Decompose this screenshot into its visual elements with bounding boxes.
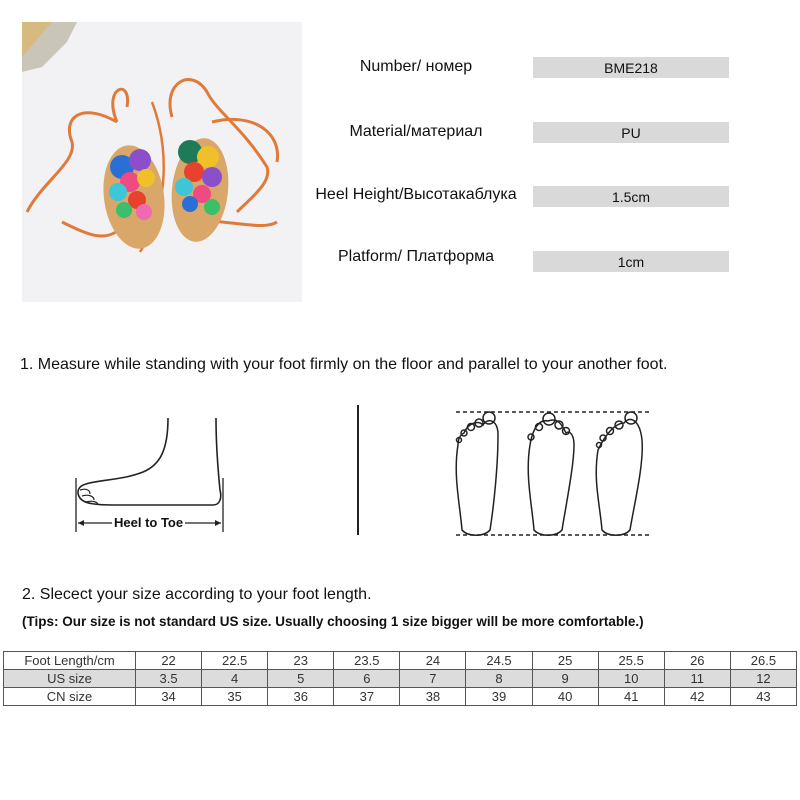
tips-note: (Tips: Our size is not standard US size. Usually choosing 1 size bigger will be more comfortable.) <box>22 614 644 629</box>
table-cell: 22 <box>136 652 202 670</box>
foot-top-diagram <box>448 405 658 540</box>
table-cell: 26.5 <box>730 652 796 670</box>
table-cell: 12 <box>730 670 796 688</box>
table-cell: 25 <box>532 652 598 670</box>
table-cell: 34 <box>136 688 202 706</box>
table-header-cell: Foot Length/cm <box>4 652 136 670</box>
heel-to-toe-label: Heel to Toe <box>114 515 184 530</box>
table-cell: 24.5 <box>466 652 532 670</box>
table-cell: 36 <box>268 688 334 706</box>
spec-platform-value: 1cm <box>533 251 729 272</box>
table-cell: 23 <box>268 652 334 670</box>
table-cell: 37 <box>334 688 400 706</box>
table-cell: 26 <box>664 652 730 670</box>
diagram-divider <box>357 405 359 535</box>
table-cell: 41 <box>598 688 664 706</box>
size-table <box>3 651 797 706</box>
table-cell: 42 <box>664 688 730 706</box>
table-cell: 24 <box>400 652 466 670</box>
step2-instruction: 2. Slecect your size according to your foot length. <box>22 586 372 603</box>
table-cell: 7 <box>400 670 466 688</box>
table-row-us-size <box>4 670 797 688</box>
spec-material-value: PU <box>533 122 729 143</box>
table-cell: 39 <box>466 688 532 706</box>
table-row-foot-length <box>4 652 797 670</box>
table-cell: 11 <box>664 670 730 688</box>
table-cell: 35 <box>202 688 268 706</box>
spec-heel-height-label: Heel Height/Высотакаблука <box>315 186 517 203</box>
table-header-cell: US size <box>4 670 136 688</box>
table-cell: 25.5 <box>598 652 664 670</box>
table-cell: 5 <box>268 670 334 688</box>
table-cell: 10 <box>598 670 664 688</box>
table-row-cn-size <box>4 688 797 706</box>
table-cell: 3.5 <box>136 670 202 688</box>
spec-number-label: Number/ номер <box>359 58 473 75</box>
sandals-photo-icon <box>22 22 302 302</box>
table-header-cell: CN size <box>4 688 136 706</box>
step1-instruction: 1. Measure while standing with your foot firmly on the floor and parallel to your another foot. <box>20 356 668 373</box>
table-cell: 22.5 <box>202 652 268 670</box>
table-cell: 4 <box>202 670 268 688</box>
table-cell: 23.5 <box>334 652 400 670</box>
product-photo <box>22 22 302 302</box>
table-cell: 40 <box>532 688 598 706</box>
spec-platform-label: Platform/ Платформа <box>337 248 495 265</box>
spec-number-value: BME218 <box>533 57 729 78</box>
table-cell: 9 <box>532 670 598 688</box>
table-cell: 6 <box>334 670 400 688</box>
spec-heel-height-value: 1.5cm <box>533 186 729 207</box>
spec-material-label: Material/материал <box>349 123 483 140</box>
table-cell: 43 <box>730 688 796 706</box>
table-cell: 38 <box>400 688 466 706</box>
table-cell: 8 <box>466 670 532 688</box>
